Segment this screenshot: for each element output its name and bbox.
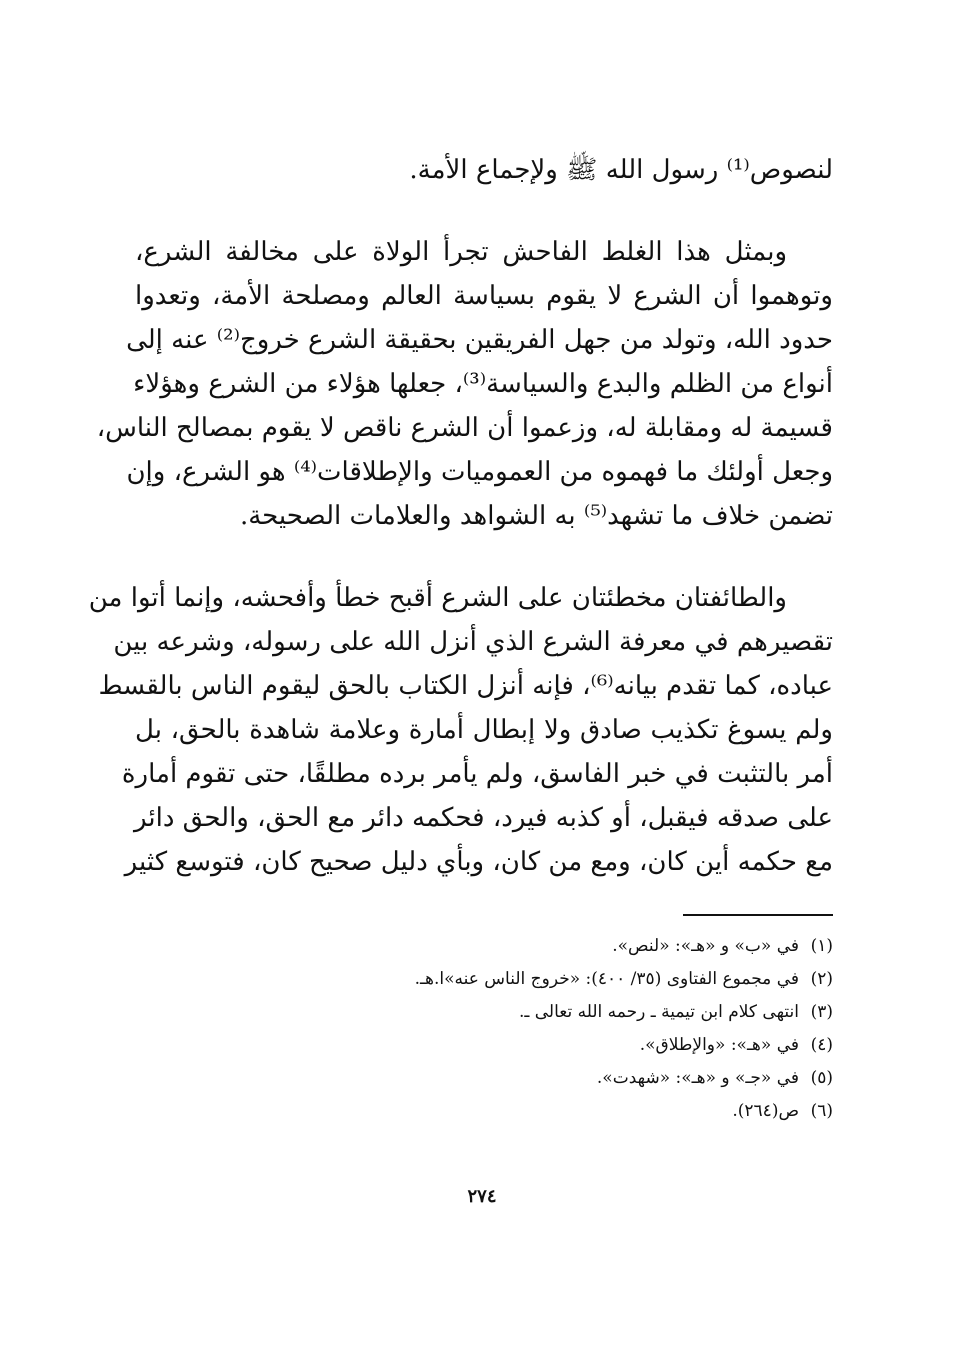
footnote-number: (١) — [810, 936, 833, 956]
text-line: عباده، كما تقدم بيانه⁽⁶⁾، فإنه أنزل الكتاب بالحق ليقوم الناس بالقسط — [98, 671, 833, 701]
text-line: أنواع من الظلم والبدع والسياسة⁽³⁾، جعلها هؤلاء من الشرع وهؤلاء — [133, 369, 833, 399]
text-line: مع حكمه أين كان، ومع من كان، وبأي دليل صحيح كان، فتوسع كثير — [124, 847, 833, 877]
text-line: والطائفتان مخطئتان على الشرع أقبح خطأ وأفحشه، وإنما أتوا من — [88, 583, 787, 613]
footnote-number: (٥) — [810, 1068, 833, 1088]
footnote-number: (٦) — [810, 1101, 833, 1121]
footnote-divider — [683, 914, 833, 916]
footnotes — [135, 930, 833, 1128]
text-line: تقصيرهم في معرفة الشرع الذي أنزل الله على رسوله، وشرعه بين — [113, 627, 833, 657]
footnote-number: (٤) — [810, 1035, 833, 1055]
footnote-number: (٣) — [810, 1002, 833, 1022]
footnote-text: انتهى كلام ابن تيمية ـ رحمه الله تعالى ـ. — [518, 1002, 799, 1022]
text-line: حدود الله، وتولد من جهل الفريقين بحقيقة الشرع خروج⁽²⁾ عنه إلى — [126, 325, 833, 355]
footnote-item — [135, 996, 833, 1029]
footnote-text: في مجموع الفتاوى (٣٥/ ٤٠٠): «خروج الناس عنه»ا.هـ. — [414, 969, 799, 989]
paragraph-3 — [88, 576, 833, 884]
page-number: ٢٧٤ — [467, 1186, 497, 1207]
text-line: وجعل أولئك ما فهموه من العموميات والإطلاقات⁽⁴⁾ هو الشرع، وإن — [126, 457, 833, 487]
footnote-item — [135, 1095, 833, 1128]
text-line: ولم يسوغ تكذيب صادق ولا إبطال أمارة وعلامة شاهدة بالحق، بل — [135, 715, 833, 745]
paragraph-2 — [96, 230, 833, 538]
text-line: تضمن خلاف ما تشهد⁽⁵⁾ به الشواهد والعلامات الصحيحة. — [239, 501, 833, 531]
text-line: أمر بالتثبت في خبر الفاسق، ولم يأمر برده مطلقًا، حتى تقوم أمارة — [121, 759, 833, 789]
text-line: وتوهموا أن الشرع لا يقوم بسياسة العالم ومصلحة الأمة، وتعدوا — [135, 281, 833, 311]
footnote-text: ص(٢٦٤). — [732, 1101, 799, 1121]
text-line: قسيمة له ومقابلة له، وزعموا أن الشرع ناقص لا يقوم بمصالح الناس، — [96, 413, 833, 443]
text-line: على صدقه فيقبل، أو كذبه فيرد، فحكمه دائر مع الحق، والحق دائر — [134, 803, 833, 833]
footnote-text: في «جـ» و «هـ»: «شهدت». — [596, 1068, 799, 1088]
footnote-item — [135, 930, 833, 963]
page-body — [88, 148, 833, 1128]
footnote-item — [135, 1062, 833, 1095]
footnote-text: في «هـ»: «والإطلاق». — [639, 1035, 799, 1055]
text-line: لنصوص⁽¹⁾ رسول الله ﷺ ولإجماع الأمة. — [409, 155, 833, 185]
footnote-text: في «ب» و «هـ»: «لنص». — [612, 936, 799, 956]
footnote-item — [135, 963, 833, 996]
paragraph-1 — [135, 148, 833, 192]
footnote-number: (٢) — [810, 969, 833, 989]
footnote-item — [135, 1029, 833, 1062]
text-line: وبمثل هذا الغلط الفاحش تجرأ الولاة على مخالفة الشرع، — [135, 237, 787, 267]
